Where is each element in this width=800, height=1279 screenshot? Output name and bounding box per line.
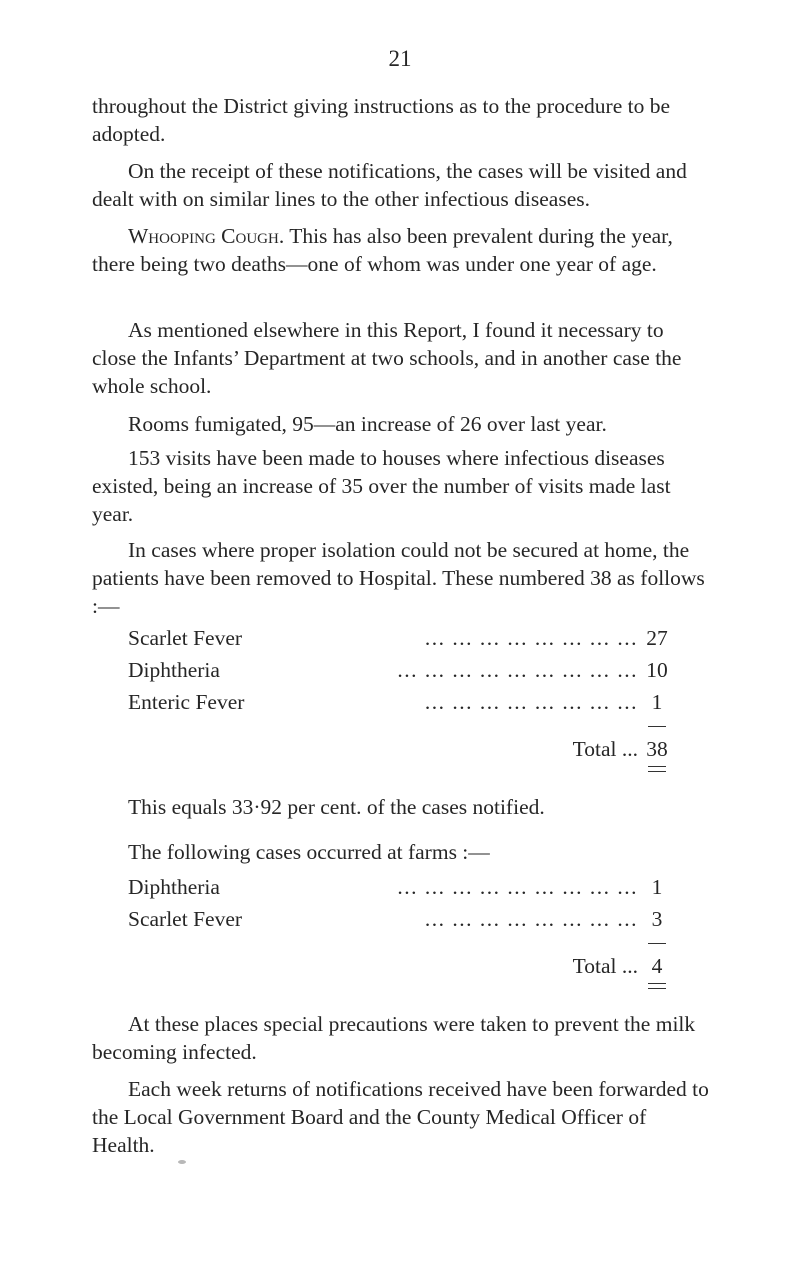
paragraph-school-closure: As mentioned elsewhere in this Report, I found it necessary to close the Infants’ Department at two schools, and in another case the whole school. (92, 318, 682, 398)
leader-dots: ... ... ... ... ... ... ... ... (424, 626, 638, 650)
leader-dots: ... ... ... ... ... ... ... ... (424, 907, 638, 931)
whooping-cough-text: This has also been prevalent during the year, there being two deaths—one of whom was under one year of age. (92, 224, 673, 276)
total-row (128, 732, 672, 766)
table-row (128, 686, 672, 718)
row-value: 3 (651, 907, 663, 931)
sum-rule-container (128, 935, 672, 949)
paragraph-farms: The following cases occurred at farms :— (128, 840, 490, 864)
double-rule-container (128, 766, 672, 774)
total-value: 4 (651, 954, 663, 978)
page-number: 21 (388, 46, 412, 71)
leader-dots: ... ... ... ... ... ... ... ... (424, 690, 638, 714)
sum-rule (648, 943, 666, 944)
leader-dots: ... ... ... ... ... ... ... ... ... (397, 658, 638, 682)
total-row (128, 949, 672, 983)
row-label: Scarlet Fever (128, 626, 243, 650)
paragraph-whooping-cough (92, 222, 712, 278)
leader-dots: ... ... ... ... ... ... ... ... ... (397, 875, 638, 899)
paragraph-visits: 153 visits have been made to houses where infectious diseases existed, being an increase of 35 over the number of visits made last year. (92, 446, 671, 526)
paragraph-procedure: throughout the District giving instructions as to the procedure to be adopted. (92, 94, 671, 146)
paragraph-returns: Each week returns of notifications received have been forwarded to the Local Government Board and the County Medical Officer of Health. (92, 1077, 709, 1157)
table-row (128, 654, 672, 686)
farms-table (128, 871, 672, 991)
double-rule (648, 766, 666, 772)
row-label: Diphtheria (128, 875, 220, 899)
sum-rule (648, 726, 666, 727)
row-label: Enteric Fever (128, 690, 245, 714)
total-label: Total ... (572, 954, 638, 978)
paragraph-notifications: On the receipt of these notifications, the cases will be visited and dealt with on similar lines to the other infectious diseases. (92, 159, 687, 211)
hospital-removals-table (128, 622, 672, 774)
row-value: 1 (651, 875, 663, 899)
row-label: Diphtheria (128, 658, 220, 682)
double-rule-container (128, 983, 672, 991)
total-label: Total ... (572, 737, 638, 761)
paragraph-precautions: At these places special precautions were taken to prevent the milk becoming infected. (92, 1012, 696, 1064)
ink-speck (178, 1160, 186, 1164)
whooping-cough-heading: Whooping Cough. (128, 224, 285, 248)
table-row (128, 903, 672, 935)
paragraph-rooms-fumigated: Rooms fumigated, 95—an increase of 26 over last year. (128, 412, 607, 436)
sum-rule-container (128, 718, 672, 732)
row-value: 1 (651, 690, 663, 714)
row-value: 27 (646, 626, 668, 650)
paragraph-isolation: In cases where proper isolation could not be secured at home, the patients have been removed to Hospital. These numbered 38 as follows :— (92, 538, 705, 618)
table-row (128, 622, 672, 654)
row-value: 10 (646, 658, 668, 682)
paragraph-percentage: This equals 33·92 per cent. of the cases notified. (128, 795, 545, 819)
total-value: 38 (646, 737, 668, 761)
row-label: Scarlet Fever (128, 907, 243, 931)
double-rule (648, 983, 666, 989)
table-row (128, 871, 672, 903)
